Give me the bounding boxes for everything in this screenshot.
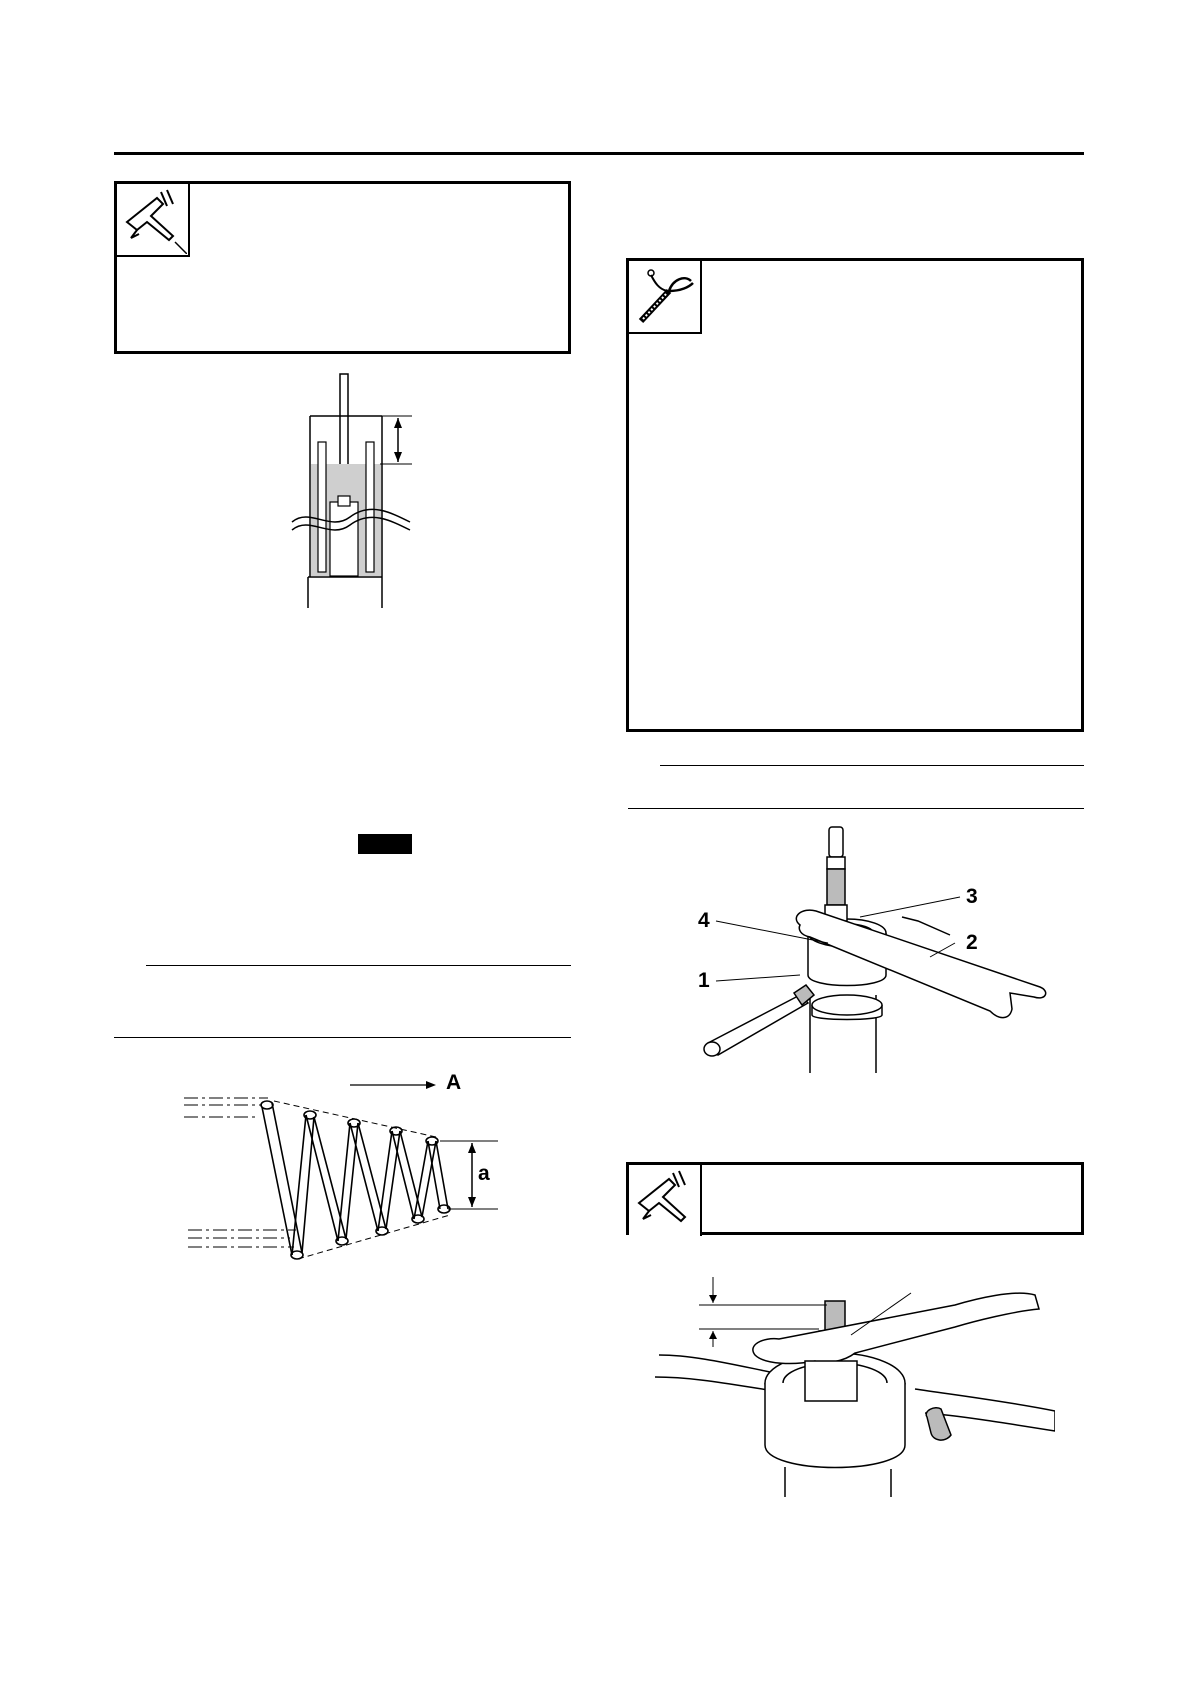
spanner-wrench-icon: [629, 261, 702, 334]
callout-2: 2: [966, 931, 978, 954]
header-rule: [114, 152, 1084, 155]
note-rule-bottom: [114, 1037, 571, 1038]
spec-box-caliper: [114, 181, 571, 354]
caliper-icon: [117, 184, 190, 257]
arrow-label-a-upper: A: [446, 1071, 462, 1094]
fork-oil-level-figure: [290, 372, 430, 612]
callout-4: 4: [698, 909, 710, 932]
callout-3: 3: [966, 885, 978, 908]
dimension-label-a: a: [478, 1162, 490, 1185]
locknut-distance-figure: [655, 1265, 1055, 1497]
tool-note-rule-bottom: [628, 808, 1084, 809]
black-label-tab: [358, 834, 412, 854]
special-tool-box: [626, 258, 1084, 732]
note-rule-top: [146, 965, 571, 966]
tool-note-rule-top: [660, 765, 1084, 766]
damper-rod-wrench-figure: [690, 825, 1060, 1075]
callout-1: 1: [698, 969, 710, 992]
spec-box-caliper-2: [626, 1162, 1084, 1235]
caliper-icon-2: [629, 1165, 702, 1236]
fork-spring-figure: [178, 1065, 498, 1280]
